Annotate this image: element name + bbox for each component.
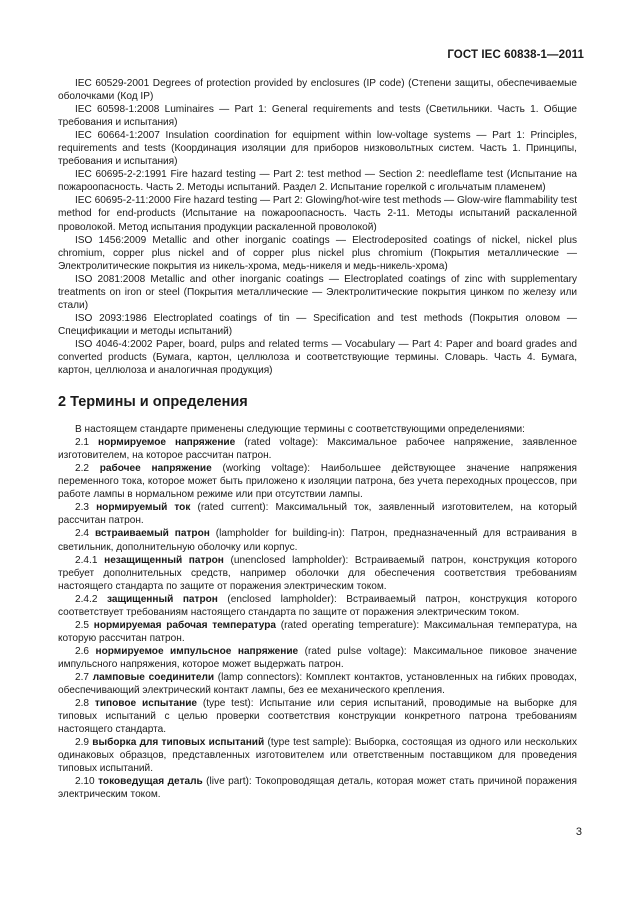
term-number: 2.10 [75,776,99,788]
term-definition [58,697,577,736]
terms-list [58,436,577,801]
term-number: 2.4.2 [75,593,107,605]
term-name: нормируемое импульсное напряжение [95,645,299,657]
term-definition [58,462,577,501]
term-number: 2.5 [75,619,94,631]
term-text: (rated pulse voltage): Максимальное пиковое значение импульсного напряжения, которое может выдержать патрон. [58,645,577,670]
term-text: (rated current): Максимальный ток, заявленный изготовителем, на который рассчитан патрон. [58,502,577,527]
reference-item: IEC 60695-2-2:1991 Fire hazard testing — Part 2: test method — Section 2: needleflame test (Испытание на пожароопасность. Часть 2. Методы испытаний. Раздел 2. Испытание горелкой с игольчатым пламенем) [58,169,577,194]
normative-references-list [58,77,577,377]
term-name: нормируемое напряжение [97,437,236,449]
term-definition [58,619,577,645]
term-definition [58,645,577,671]
term-name: защищенный патрон [106,593,218,605]
term-name: рабочее напряжение [99,463,212,475]
page-header-standard: ГОСТ IEC 60838-1—2011 [447,49,584,61]
term-name: незащищенный патрон [104,554,224,566]
reference-item: ISO 4046-4:2002 Paper, board, pulps and related terms — Vocabulary — Part 4: Paper and board grades and converted products (Бумага, картон, целлюлоза и соответствующие термины. Словарь. Часть 4. Бумага, картон, целлюлоза и аналогичная продукция) [58,338,577,377]
term-text: (unenclosed lampholder): Встраиваемый патрон, конструкция которого требует дополнительных средств, например оболочки для обеспечения соответствия требованиям настоящего стандарта по защите от поражения электрическим током. [58,554,578,592]
page-number: 3 [575,826,582,838]
term-text: (live part): Токопроводящая деталь, которая может стать причиной поражения электрическим током. [58,776,577,801]
term-number: 2.4 [75,528,95,540]
term-number: 2.9 [75,737,93,749]
term-name: нормируемый ток [96,502,191,514]
term-definition [58,554,577,593]
term-text: (lampholder for building-in): Патрон, предназначенный для встраивания в светильник, дополнительную оболочку или корпус. [58,528,578,553]
term-name: встраиваемый патрон [94,528,210,540]
term-name: нормируемая рабочая температура [93,619,277,631]
term-text: (enclosed lampholder): Встраиваемый патрон, конструкция которого соответствует требованиям настоящего стандарта по защите от поражения электрическим током. [58,593,577,618]
term-number: 2.3 [75,502,97,514]
term-number: 2.6 [75,645,96,657]
term-text: (rated voltage): Максимальное рабочее напряжение, заявленное изготовителем, на которое рассчитан патрон. [58,437,577,462]
reference-item: IEC 60664-1:2007 Insulation coordination for equipment within low-voltage systems — Part 1: Principles, requirements and tests (Координация изоляции для приборов низковольтных систем. Часть 1. Принципы, требования и испытания) [58,130,577,168]
term-name: выборка для типовых испытаний [92,737,265,749]
term-definition [58,736,577,775]
term-definition [58,527,577,553]
term-number: 2.2 [75,463,100,475]
term-text: (type test sample): Выборка, состоящая из одного или нескольких одинаковых образцов, представленных изготовителем или ответственным поставщиком для проведения типовых испытаний. [58,737,577,775]
term-definition [58,593,577,619]
section-intro: В настоящем стандарте применены следующие термины с соответствующими определениями: [75,424,525,436]
term-text: (working voltage): Наибольшее действующее значение напряжения переменного тока, которое может быть приложено к изоляции патрона, без учета переходных процессов, при работе лампы в нормальном режиме или при отсутствии лампы. [58,463,577,501]
reference-item: IEC 60695-2-11:2000 Fire hazard testing — Part 2: Glowing/hot-wire test methods — Glow-wire flammability test method for end-products (Испытание на пожароопасность. Часть 2-11. Методы испытаний раскаленной проволокой. Метод испытания продукции раскаленной проволокой) [58,195,577,233]
term-definition [58,501,577,527]
reference-item: ISO 2093:1986 Electroplated coatings of tin — Specification and test methods (Покрытия оловом — Спецификации и методы испытаний) [58,312,577,337]
document-body [58,77,577,801]
term-text: (rated operating temperature): Максимальная температура, на которую рассчитан патрон. [58,619,577,644]
term-number: 2.7 [75,671,93,683]
reference-item: ISO 1456:2009 Metallic and other inorganic coatings — Electrodeposited coatings of nickel, nickel plus chromium, copper plus nickel and of copper plus nickel plus chromium (Покрытия металлические — Электролитические покрытия из никель-хрома, медь-никеля и медь-никель-хрома) [58,234,577,272]
reference-item: ISO 2081:2008 Metallic and other inorganic coatings — Electroplated coatings of zinc with supplementary treatments on iron or steel (Покрытия металлические — Электролитические покрытия цинком по железу или стали) [58,273,577,311]
term-text: (type test): Испытание или серия испытаний, проводимые на выборке для типовых испытаний с целью проверки соответствия конструкции конкретного патрона требованиям настоящего стандарта. [58,698,577,736]
term-text: (lamp connectors): Комплект контактов, установленных на гибких проводах, обеспечивающий электрический контакт лампы, без ее механического крепления. [58,671,577,697]
term-number: 2.1 [75,437,98,449]
reference-item: IEC 60529-2001 Degrees of protection provided by enclosures (IP code) (Степени защиты, обеспечиваемые оболочками (Код IP) [58,78,577,103]
reference-item: IEC 60598-1:2008 Luminaires — Part 1: General requirements and tests (Светильники. Часть 1. Общие требования и испытания) [58,104,577,129]
section-title: 2 Термины и определения [58,394,248,411]
term-name: типовое испытание [94,698,198,710]
term-name: токоведущая деталь [98,776,203,788]
term-name: ламповые соединители [92,671,215,683]
term-definition [58,436,577,462]
term-number: 2.4.1 [75,554,105,566]
term-number: 2.8 [75,698,95,710]
term-definition [58,775,577,801]
term-definition [58,671,577,697]
